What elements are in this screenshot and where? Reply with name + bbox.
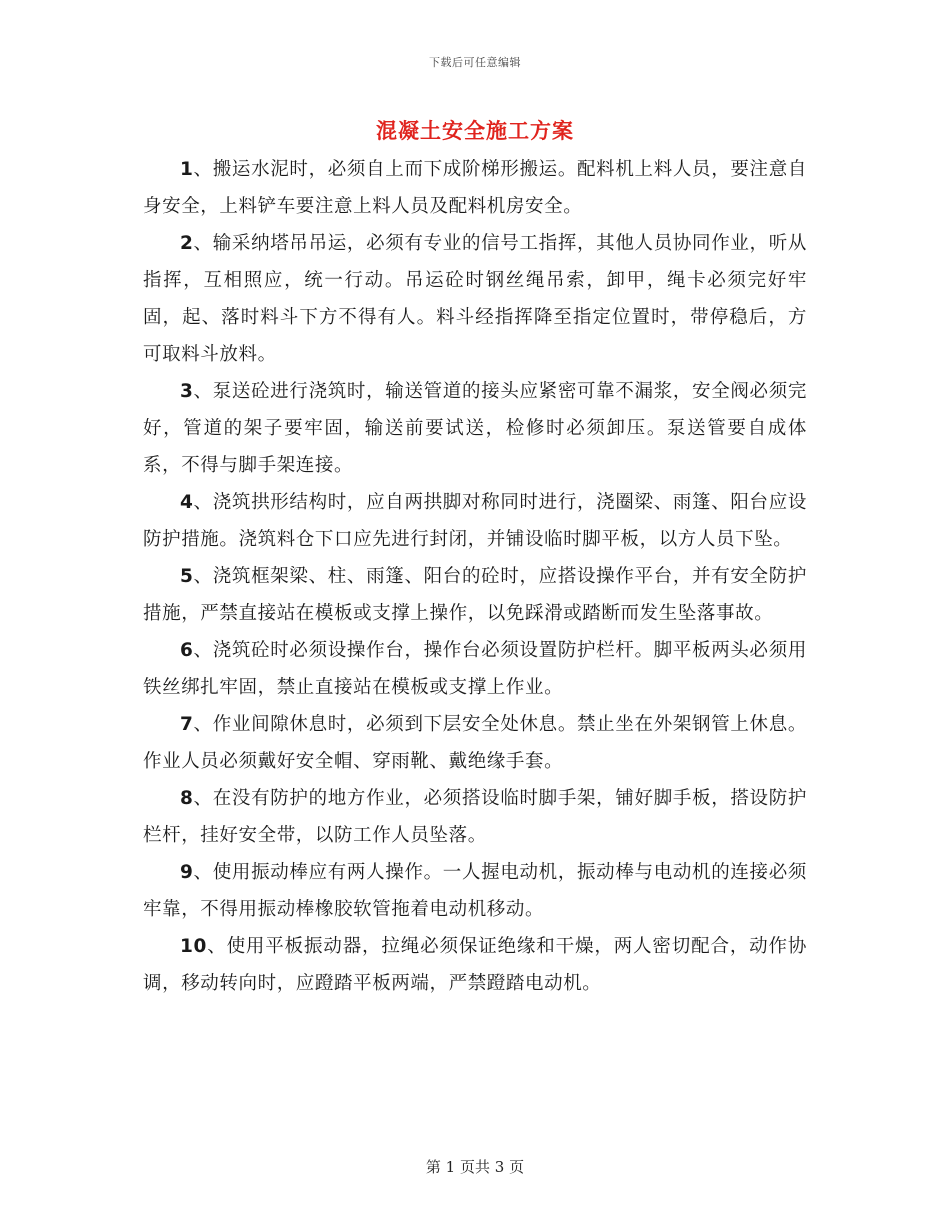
paragraph-10 <box>143 928 807 1002</box>
paragraph-4 <box>143 484 807 558</box>
paragraph-number: 7 <box>180 714 194 735</box>
paragraph-2 <box>143 225 807 373</box>
paragraph-number: 5 <box>180 566 194 587</box>
paragraph-number: 6 <box>180 640 194 661</box>
paragraph-1 <box>143 151 807 225</box>
paragraph-number: 1 <box>180 159 194 180</box>
paragraph-text: 、作业间隙休息时，必须到下层安全处休息。禁止坐在外架钢管上休息。作业人员必须戴好安全帽、穿雨靴、戴绝缘手套。 <box>143 714 807 772</box>
document-title: 混凝土安全施工方案 <box>376 118 574 143</box>
paragraph-3 <box>143 373 807 484</box>
paragraph-text: 、浇筑砼时必须设操作台，操作台必须设置防护栏杆。脚平板两头必须用铁丝绑扎牢固，禁止直接站在模板或支撑上作业。 <box>143 640 807 698</box>
paragraph-6 <box>143 632 807 706</box>
paragraph-text: 、搬运水泥时，必须自上而下成阶梯形搬运。配料机上料人员，要注意自身安全，上料铲车要注意上料人员及配料机房安全。 <box>143 159 807 217</box>
paragraph-number: 10 <box>180 936 207 957</box>
paragraph-text: 、输采纳塔吊吊运，必须有专业的信号工指挥，其他人员协同作业，听从指挥，互相照应，统一行动。吊运砼时钢丝绳吊索，卸甲，绳卡必须完好牢固，起、落时料斗下方不得有人。料斗经指挥降至指定位置时，带停稳后，方可取料斗放料。 <box>143 233 807 365</box>
paragraph-number: 9 <box>180 862 194 883</box>
paragraph-text: 、使用振动棒应有两人操作。一人握电动机，振动棒与电动机的连接必须牢靠，不得用振动棒橡胶软管拖着电动机移动。 <box>143 862 807 920</box>
page-footer: 第 1 页共 3 页 <box>425 1158 525 1176</box>
paragraph-7 <box>143 706 807 780</box>
paragraph-5 <box>143 558 807 632</box>
paragraph-text: 、泵送砼进行浇筑时，输送管道的接头应紧密可靠不漏浆，安全阀必须完好，管道的架子要牢固，输送前要试送，检修时必须卸压。泵送管要自成体系，不得与脚手架连接。 <box>143 381 807 476</box>
paragraph-number: 3 <box>180 381 194 402</box>
paragraph-number: 4 <box>180 492 194 513</box>
paragraph-text: 、浇筑框架梁、柱、雨篷、阳台的砼时，应搭设操作平台，并有安全防护措施，严禁直接站在模板或支撑上操作，以免踩滑或踏断而发生坠落事故。 <box>143 566 807 624</box>
paragraph-8 <box>143 780 807 854</box>
paragraph-text: 、在没有防护的地方作业，必须搭设临时脚手架，铺好脚手板，搭设防护栏杆，挂好安全带，以防工作人员坠落。 <box>143 788 807 846</box>
paragraph-number: 2 <box>180 233 194 254</box>
paragraph-number: 8 <box>180 788 194 809</box>
paragraph-text: 、浇筑拱形结构时，应自两拱脚对称同时进行，浇圈梁、雨篷、阳台应设防护措施。浇筑料仓下口应先进行封闭，并铺设临时脚平板，以方人员下坠。 <box>143 492 807 550</box>
paragraph-text: 、使用平板振动器，拉绳必须保证绝缘和干燥，两人密切配合，动作协调，移动转向时，应蹬踏平板两端，严禁蹬踏电动机。 <box>143 936 807 994</box>
document-body <box>143 151 807 1002</box>
paragraph-9 <box>143 854 807 928</box>
header-note: 下载后可任意编辑 <box>429 56 521 69</box>
